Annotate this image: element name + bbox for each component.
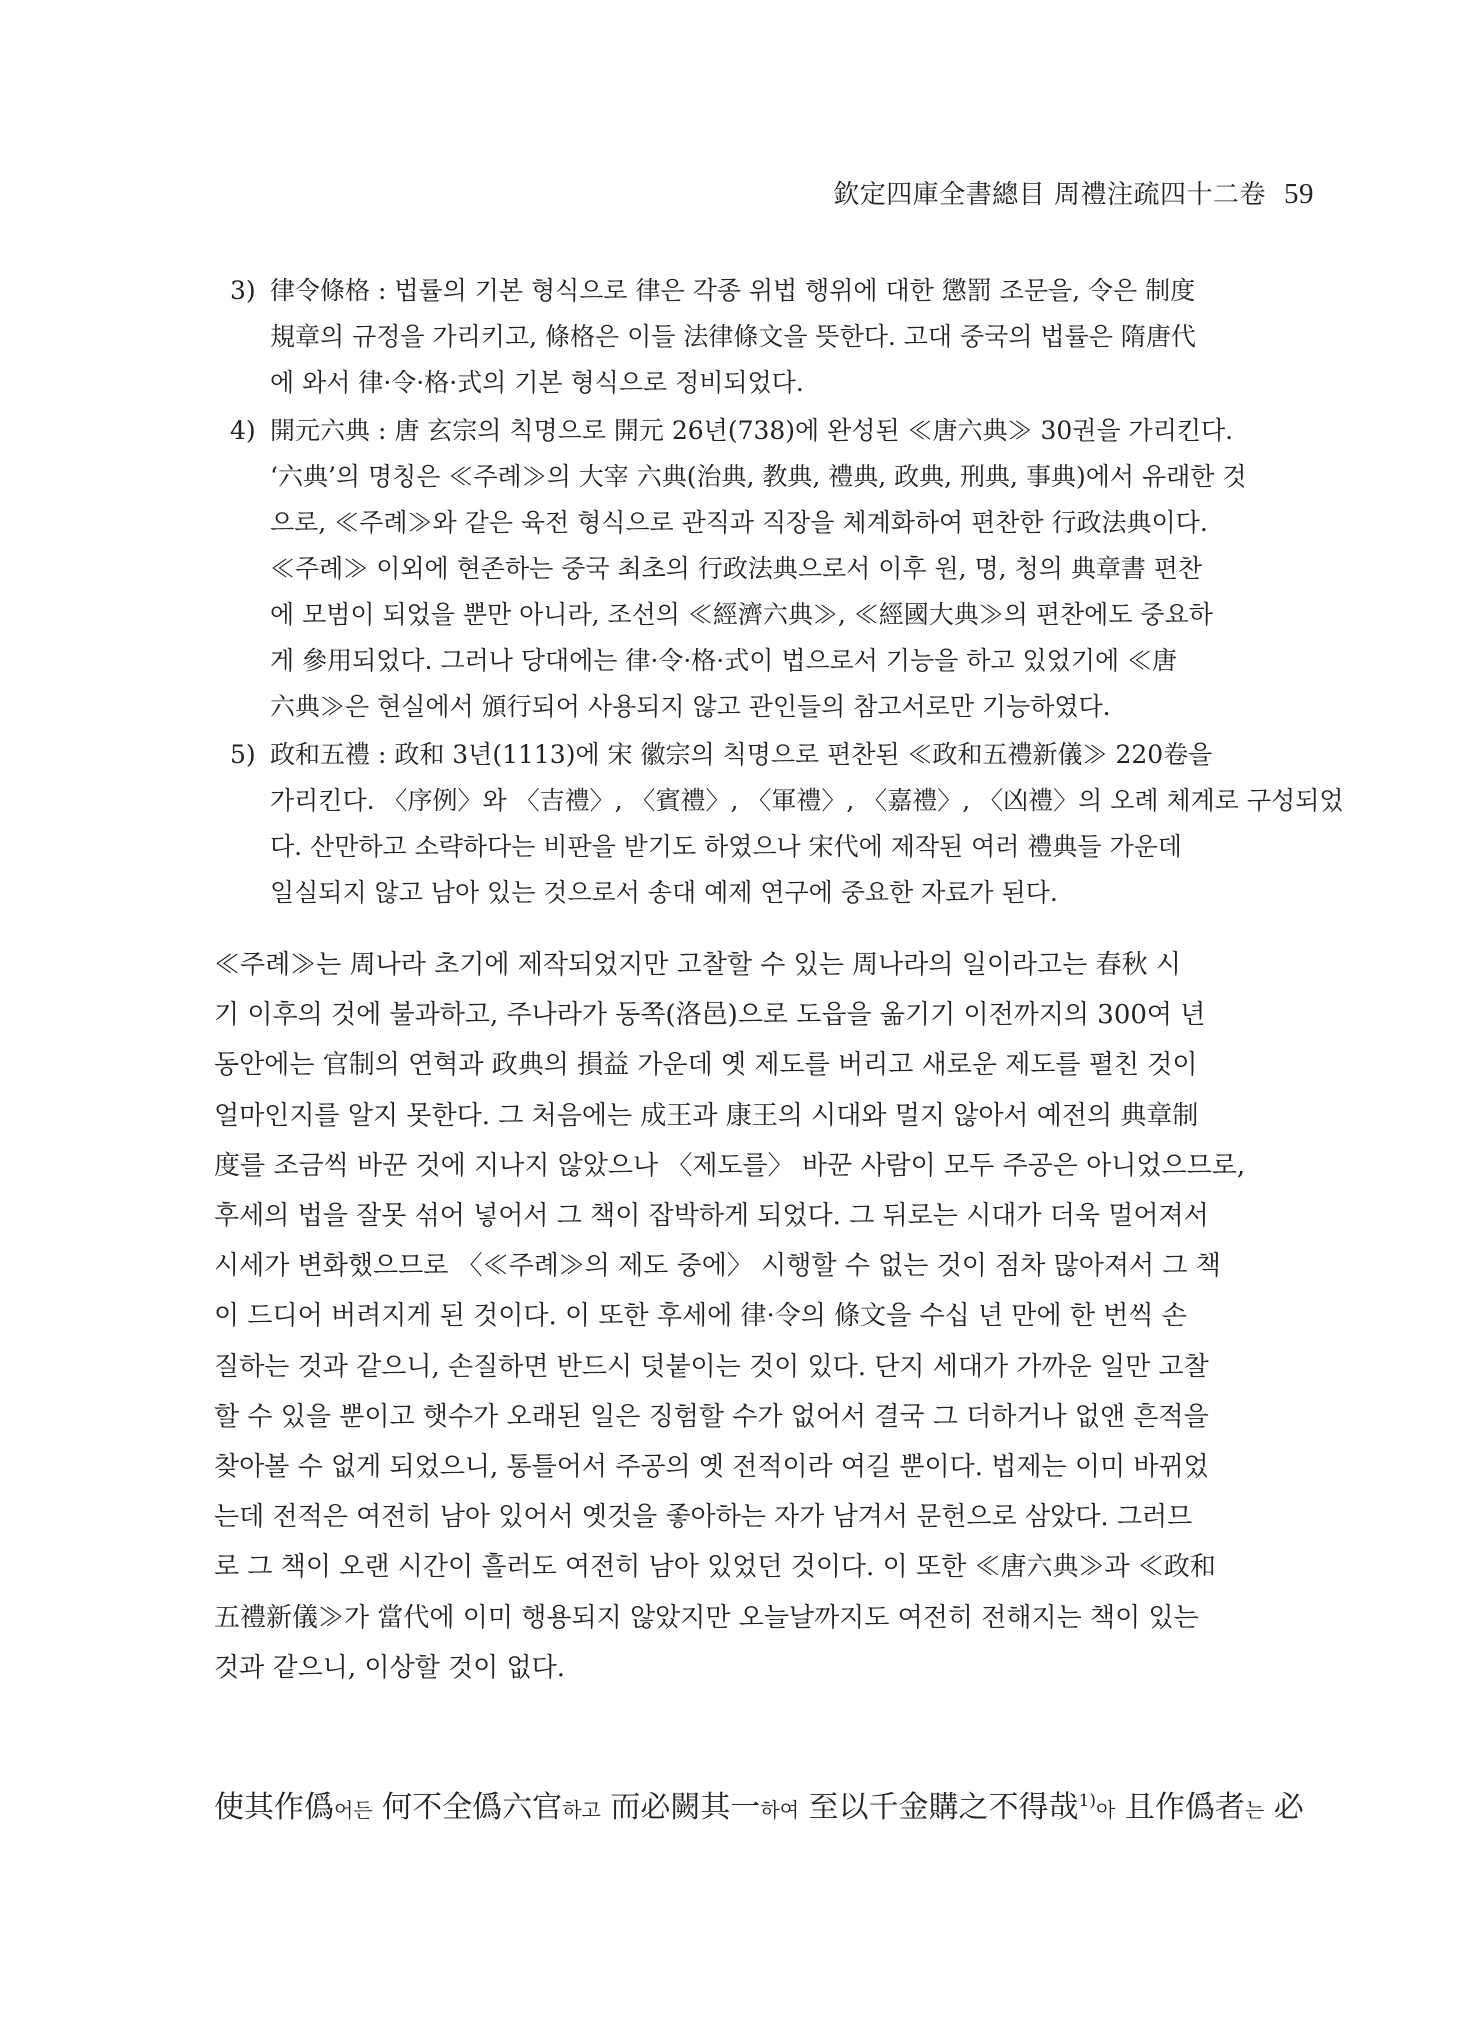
footnote-line: 게 參用되었다. 그러나 당대에는 律·令·格·式이 법으로서 기능을 하고 있었기에 ≪唐 (270, 646, 1178, 675)
paragraph-line: 度를 조금씩 바꾼 것에 지나지 않았으나 〈제도를〉 바꾼 사람이 모두 주공은 아니었으므로, (214, 1150, 1246, 1181)
footnote-line: 일실되지 않고 남아 있는 것으로서 송대 예제 연구에 중요한 자료가 된다. (270, 878, 1058, 907)
paragraph-line: 동안에는 官制의 연혁과 政典의 損益 가운데 옛 제도를 버리고 새로운 제도를 펼친 것이 (214, 1050, 1198, 1081)
footnote-line: 다. 산만하고 소략하다는 비판을 받기도 하였으나 宋代에 제작된 여러 禮典들 가운데 (270, 832, 1182, 861)
footnote-number: 4) (230, 416, 256, 445)
paragraph-line: 로 그 책이 오랜 시간이 흘러도 여전히 남아 있었던 것이다. 이 또한 ≪唐六典≫과 ≪政和 (214, 1552, 1216, 1583)
footnote-line: 에 와서 律·令·格·式의 기본 형식으로 정비되었다. (270, 368, 804, 397)
footnote-line: ‘六典’의 명칭은 ≪주례≫의 大宰 六典(治典, 教典, 禮典, 政典, 刑典, 事典)에서 유래한 것 (270, 462, 1247, 491)
paragraph-line: ≪주례≫는 周나라 초기에 제작되었지만 고찰할 수 있는 周나라의 일이라고는 春秋 시 (214, 950, 1182, 980)
original-classical-text: 使其作僞어든 何不全僞六官하고 而必闕其一하여 至以千金購之不得哉$^{1)}$아 且作僞者는 必 (214, 1790, 1304, 1825)
paragraph-line: 는데 전적은 여전히 남아 있어서 옛것을 좋아하는 자가 남겨서 문헌으로 삼았다. 그러므 (214, 1502, 1193, 1533)
footnote-5 (230, 732, 1344, 916)
paragraph-line: 질하는 것과 같으니, 손질하면 반드시 덧붙이는 것이 있다. 단지 세대가 가까운 일만 고찰 (214, 1351, 1209, 1382)
footnote-line: 가리킨다. 〈序例〉와 〈吉禮〉, 〈賓禮〉, 〈軍禮〉, 〈嘉禮〉, 〈凶禮〉의 오례 체계로 구성되었 (270, 786, 1344, 815)
translation-paragraph (214, 940, 1274, 1693)
paragraph-line: 것과 같으니, 이상할 것이 없다. (214, 1652, 565, 1683)
footnote-line: 規章의 규정을 가리키고, 條格은 이들 法律條文을 뜻한다. 고대 중국의 법률은 隋唐代 (270, 322, 1196, 351)
footnote-line: 에 모범이 되었을 뿐만 아니라, 조선의 ≪經濟六典≫, ≪經國大典≫의 편찬에도 중요하 (270, 600, 1213, 629)
running-header (833, 174, 1314, 211)
footnote-number: 3) (230, 276, 256, 305)
paragraph-line: 五禮新儀≫가 當代에 이미 행용되지 않았지만 오늘날까지도 여전히 전해지는 책이 있는 (214, 1602, 1199, 1633)
paragraph-line: 이 드디어 버려지게 된 것이다. 이 또한 후세에 律·令의 條文을 수십 년 만에 한 번씩 손 (214, 1301, 1187, 1332)
header-title: 欽定四庫全書總目 周禮注疏四十二卷 (833, 180, 1266, 210)
hangul-particle: 하여 (760, 1798, 800, 1822)
footnote-line: 六典≫은 현실에서 頒行되어 사용되지 않고 관인들의 참고서로만 기능하였다. (270, 692, 1111, 721)
footnote-term: 開元六典 : (270, 416, 395, 445)
footnote-term: 政和五禮 : (270, 740, 395, 769)
hangul-particle: 어든 (334, 1798, 373, 1822)
footnote-line: 開元六典 : 唐 玄宗의 칙명으로 開元 26년(738)에 완성된 ≪唐六典≫ 30권을 가리킨다. (270, 416, 1234, 445)
paragraph-line: 기 이후의 것에 불과하고, 주나라가 동쪽(洛邑)으로 도읍을 옮기기 이전까지의 300여 년 (214, 1000, 1206, 1031)
footnote-number: 5) (230, 740, 256, 769)
hangul-particle: 는 (1244, 1798, 1265, 1822)
footnote-3 (230, 268, 1270, 406)
footnote-line: ≪주례≫ 이외에 현존하는 중국 최초의 行政法典으로서 이후 원, 명, 청의 典章書 편찬 (270, 554, 1203, 583)
hangul-particle: 하고 (562, 1798, 601, 1822)
paragraph-line: 후세의 법을 잘못 섞어 넣어서 그 책이 잡박하게 되었다. 그 뒤로는 시대가 더욱 멀어져서 (214, 1201, 1209, 1232)
footnotes-section (230, 268, 1344, 918)
paragraph-line: 얼마인지를 알지 못한다. 그 처음에는 成王과 康王의 시대와 멀지 않아서 예전의 典章制 (214, 1100, 1199, 1131)
footnote-line: 으로, ≪주례≫와 같은 육전 형식으로 관직과 직장을 체계화하여 편찬한 行政法典이다. (270, 508, 1208, 537)
footnote-marker: 1) (1078, 1791, 1097, 1811)
footnote-line: 政和五禮 : 政和 3년(1113)에 宋 徽宗의 칙명으로 편찬된 ≪政和五禮新儀≫ 220卷을 (270, 740, 1213, 769)
footnote-4 (230, 408, 1270, 730)
paragraph-line: 시세가 변화했으므로 〈≪주례≫의 제도 중에〉 시행할 수 없는 것이 점차 많아져서 그 책 (214, 1251, 1221, 1282)
footnote-term: 律令條格 : (270, 276, 395, 305)
paragraph-line: 찾아볼 수 없게 되었으니, 통틀어서 주공의 옛 전적이라 여길 뿐이다. 법제는 이미 바뀌었 (214, 1452, 1209, 1483)
page-number: 59 (1284, 178, 1314, 210)
hangul-particle: 아 (1096, 1798, 1116, 1822)
paragraph-line: 할 수 있을 뿐이고 햇수가 오래된 일은 징험할 수가 없어서 결국 그 더하거나 없앤 흔적을 (214, 1401, 1209, 1432)
footnote-line: 律令條格 : 법률의 기본 형식으로 律은 각종 위법 행위에 대한 懲罰 조문을, 令은 制度 (270, 276, 1196, 305)
